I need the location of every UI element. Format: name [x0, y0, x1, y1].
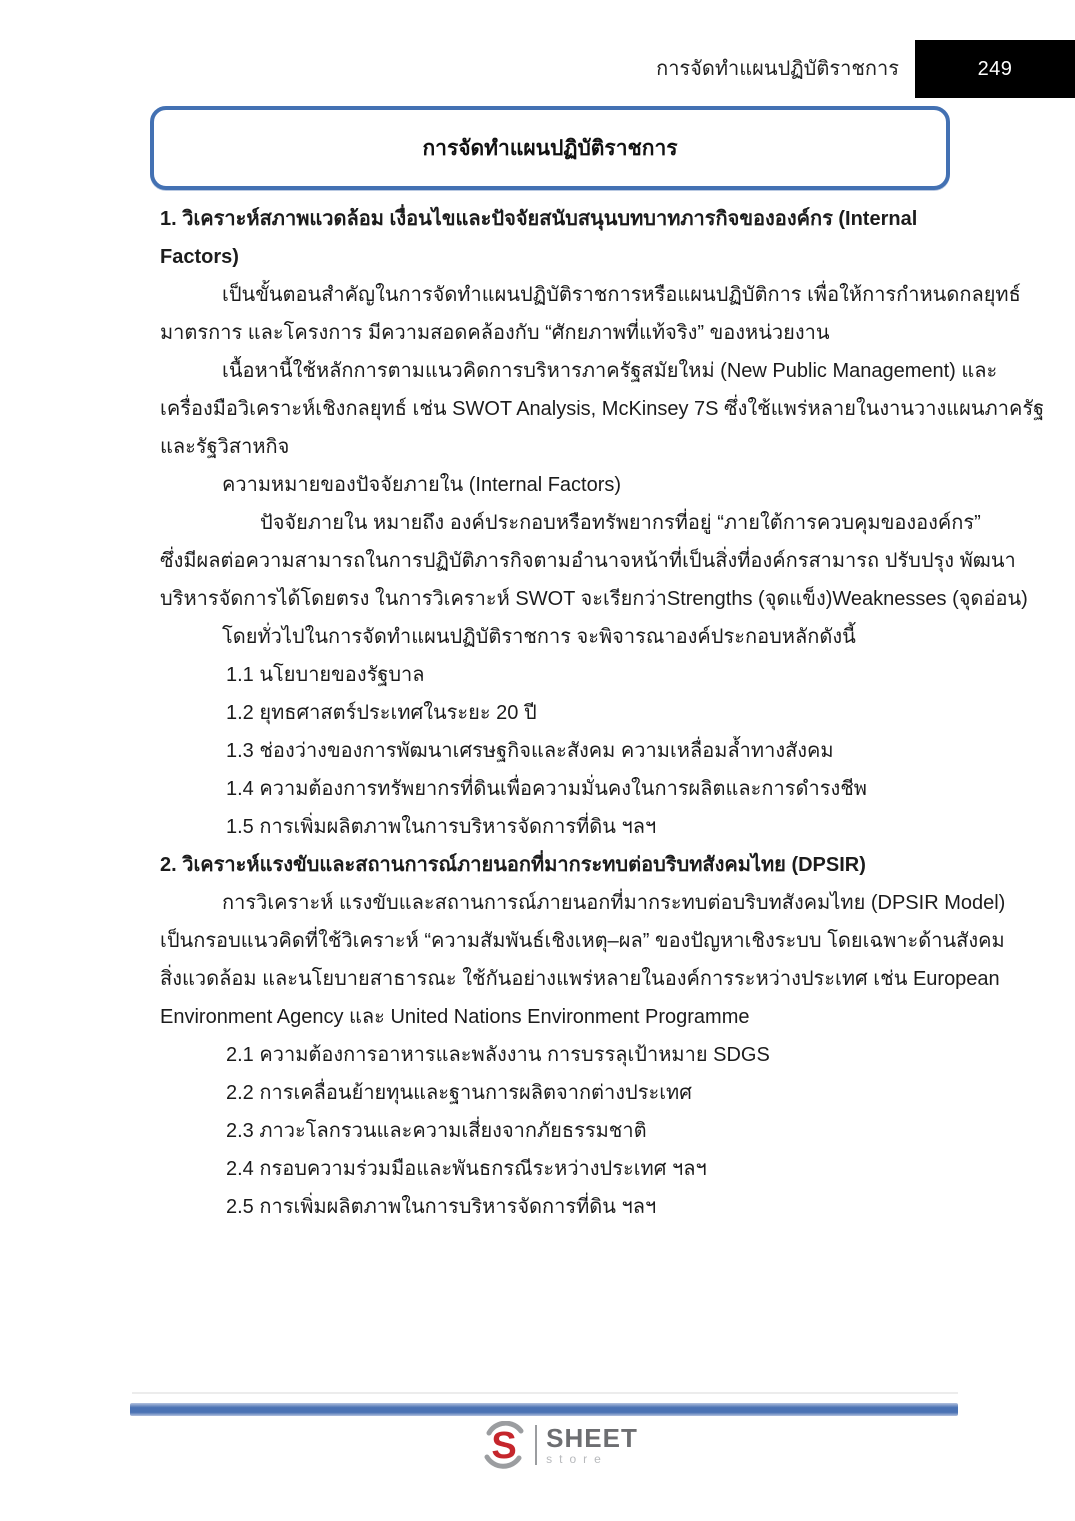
- text-line: เป็นกรอบแนวคิดที่ใช้วิเคราะห์ “ความสัมพันธ์เชิงเหตุ–ผล” ของปัญหาเชิงระบบ โดยเฉพาะด้านสังคม: [160, 930, 1005, 952]
- text-line: 1.1 นโยบายของรัฐบาล: [226, 664, 425, 686]
- chapter-title: การจัดทำแผนปฏิบัติราชการ: [422, 136, 678, 160]
- text-line: 2.1 ความต้องการอาหารและพลังงาน การบรรลุเป้าหมาย SDGS: [226, 1044, 770, 1066]
- sheet-store-s-icon: [481, 1421, 527, 1469]
- logo-wordmark: SHEET: [546, 1422, 638, 1453]
- text-line: Factors): [160, 246, 239, 268]
- svg-text:S: S: [491, 1425, 517, 1467]
- page-number-badge: [915, 40, 1075, 98]
- running-title: การจัดทำแผนปฏิบัติราชการ: [656, 58, 899, 80]
- text-line: เนื้อหานี้ใช้หลักการตามแนวคิดการบริหารภาครัฐสมัยใหม่ (New Public Management) และ: [222, 360, 998, 382]
- page-number: 249: [977, 57, 1013, 80]
- document-body: [160, 200, 1045, 1226]
- text-line: 1.4 ความต้องการทรัพยากรที่ดินเพื่อความมั่นคงในการผลิตและการดำรงชีพ: [226, 778, 867, 800]
- page-header: [0, 40, 1075, 98]
- text-line: การวิเคราะห์ แรงขับและสถานการณ์ภายนอกที่มากระทบต่อบริบทสังคมไทย (DPSIR Model): [222, 892, 1006, 914]
- text-line: สิ่งแวดล้อม และนโยบายสาธารณะ ใช้กันอย่างแพร่หลายในองค์การระหว่างประเทศ เช่น European: [160, 968, 1000, 990]
- text-line: บริหารจัดการได้โดยตรง ในการวิเคราะห์ SWOT จะเรียกว่าStrengths (จุดแข็ง)Weaknesses (จุดอ่อน): [160, 588, 1028, 610]
- text-line: 2.2 การเคลื่อนย้ายทุนและฐานการผลิตจากต่างประเทศ: [226, 1082, 692, 1104]
- text-line: 1.5 การเพิ่มผลิตภาพในการบริหารจัดการที่ดิน ฯลฯ: [226, 816, 657, 838]
- text-line: ปัจจัยภายใน หมายถึง องค์ประกอบหรือทรัพยากรที่อยู่ “ภายใต้การควบคุมขององค์กร”: [260, 512, 981, 534]
- text-line: ความหมายของปัจจัยภายใน (Internal Factors): [222, 474, 622, 496]
- text-line: 1.3 ช่องว่างของการพัฒนาเศรษฐกิจและสังคม ความเหลื่อมล้ำทางสังคม: [226, 740, 834, 762]
- text-line: 2. วิเคราะห์แรงขับและสถานการณ์ภายนอกที่มากระทบต่อบริบทสังคมไทย (DPSIR): [160, 854, 866, 876]
- text-line: โดยทั่วไปในการจัดทำแผนปฏิบัติราชการ จะพิจารณาองค์ประกอบหลักดังนี้: [222, 626, 856, 648]
- footer-divider-bar: [130, 1403, 958, 1416]
- text-line: ซึ่งมีผลต่อความสามารถในการปฏิบัติภารกิจตามอำนาจหน้าที่เป็นสิ่งที่องค์กรสามารถ ปรับปรุง พัฒนา: [160, 550, 1016, 572]
- text-line: 2.5 การเพิ่มผลิตภาพในการบริหารจัดการที่ดิน ฯลฯ: [226, 1196, 657, 1218]
- logo-subtext: store: [546, 1451, 608, 1466]
- text-line: เครื่องมือวิเคราะห์เชิงกลยุทธ์ เช่น SWOT Analysis, McKinsey 7S ซึ่งใช้แพร่หลายในงานวางแผนภาครัฐ: [160, 398, 1045, 420]
- text-line: 1.2 ยุทธศาสตร์ประเทศในระยะ 20 ปี: [226, 702, 537, 724]
- logo-divider: [535, 1425, 537, 1465]
- text-line: และรัฐวิสาหกิจ: [160, 436, 290, 458]
- chapter-title-box: [150, 106, 950, 190]
- text-line: Environment Agency และ United Nations Environment Programme: [160, 1006, 750, 1028]
- text-line: มาตรการ และโครงการ มีความสอดคล้องกับ “ศักยภาพที่แท้จริง” ของหน่วยงาน: [160, 322, 830, 344]
- text-line: 2.3 ภาวะโลกรวนและความเสี่ยงจากภัยธรรมชาติ: [226, 1120, 647, 1142]
- sheet-store-logo: [22, 1421, 1075, 1469]
- text-line: เป็นขั้นตอนสำคัญในการจัดทำแผนปฏิบัติราชการหรือแผนปฏิบัติการ เพื่อให้การกำหนดกลยุทธ์: [222, 284, 1021, 306]
- text-line: 2.4 กรอบความร่วมมือและพันธกรณีระหว่างประเทศ ฯลฯ: [226, 1158, 707, 1180]
- footer-hairline: [132, 1392, 958, 1394]
- text-line: 1. วิเคราะห์สภาพแวดล้อม เงื่อนไขและปัจจัยสนับสนุนบทบาทภารกิจขององค์กร (Internal: [160, 208, 918, 230]
